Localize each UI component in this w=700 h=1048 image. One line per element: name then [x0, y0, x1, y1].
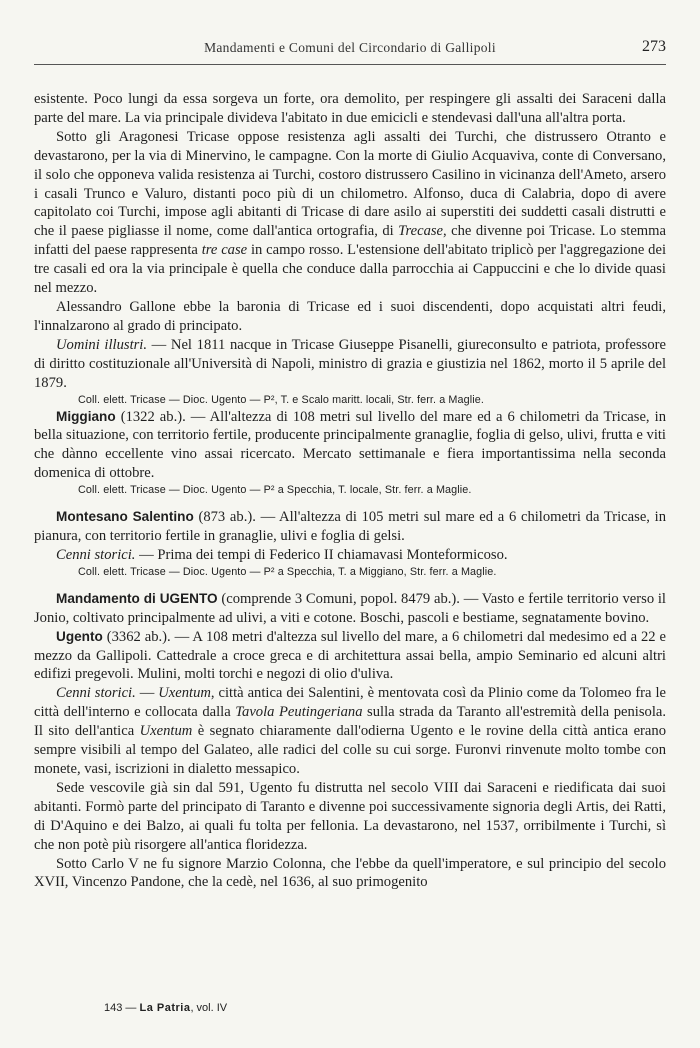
- paragraph-aragonesi: [34, 128, 666, 298]
- italic-tavola: Tavola Peutingeriana: [235, 704, 363, 721]
- text: , che divenne poi Tricase. Lo stemma infatti del paese rappresenta: [34, 223, 666, 259]
- entry-name: Montesano Salentino: [56, 509, 194, 525]
- entry-ugento: [34, 628, 666, 685]
- body-text: [34, 90, 666, 892]
- text: è segnato chiaramente dall'odierna Ugento e le rovine della città antica erano sempre visibili al tempo del Galateo, alle radici del colle su cui sorge. Furonvi rinvenute molto tombe con monete, vasi, iscrizioni in dialetto messapico.: [34, 723, 666, 777]
- italic-trecase: Trecase: [398, 223, 444, 240]
- note-miggiano: Coll. elett. Tricase — Dioc. Ugento — P² a Specchia, T. locale, Str. ferr. a Maglie.: [78, 484, 472, 497]
- page-header: [34, 32, 666, 65]
- paragraph-tricase-end: esistente. Poco lungi da essa sorgeva un forte, ora demolito, per respingere gli assalti dei Saraceni dalla parte del mare. La via principale divideva l'abitato in due emicicli e stendevasi dall'una all'altra porta.: [34, 91, 666, 126]
- paragraph-gallone: Alessandro Gallone ebbe la baronia di Tricase ed i suoi discendenti, dopo acquistati altri feudi, l'innalzarono al grado di principato.: [34, 298, 666, 334]
- text: , città antica dei Salentini, è mentovata così da Plinio come da Tolomeo fra le città dell'interno e collocata dalla: [34, 685, 666, 721]
- text: in campo rosso. L'estensione dell'abitato triplicò per l'aggregazione dei tre casali ed ora la via principale è quella che conduce dalla parrocchia ai Cappuccini e che lo divide quasi nel mezzo.: [34, 242, 666, 297]
- spacer: [34, 580, 666, 590]
- text: (873 ab.). — All'altezza di 105 metri sul mare ed a 6 chilometri da Tricase, in pianura, con territorio fertile in granaglie, ulivi e foglia di gelsi.: [34, 509, 666, 545]
- section-label: Uomini illustri.: [56, 336, 148, 353]
- italic-uxentum: Uxentum: [158, 685, 211, 702]
- text: (3362 ab.). — A 108 metri d'altezza sul livello del mare, a 6 chilometri dal medesimo ed a 22 e mezzo da Gallipoli. Cattedrale a croce greca e di architettura assai bella, ampio Seminario ed alcuni altri edifizi pregevoli. Mulini, molti torchi e negozi di olio d'uliva.: [34, 628, 666, 683]
- text: — Nel 1811 nacque in Tricase Giuseppe Pisanelli, giureconsulto e patriota, professore di diritto costituzionale all'Università di Napoli, ministro di grazia e giustizia nel 1862, morto il 5 aprile del 1879.: [34, 336, 666, 391]
- section-label: Cenni storici.: [56, 685, 136, 702]
- text: — Prima dei tempi di Federico II chiamavasi Monteformicoso.: [135, 546, 508, 563]
- note-montesano: Coll. elett. Tricase — Dioc. Ugento — P² a Specchia, T. a Miggiano, Str. ferr. a Maglie.: [78, 565, 497, 578]
- entry-miggiano: [34, 408, 666, 484]
- entry-mandamento-ugento: [34, 590, 666, 628]
- volume: , vol. IV: [190, 1002, 228, 1014]
- section-label: Cenni storici.: [56, 546, 136, 563]
- running-title: Mandamenti e Comuni del Circondario di Gallipoli: [204, 40, 496, 55]
- entry-name: Ugento: [56, 628, 103, 644]
- text: (comprende 3 Comuni, popol. 8479 ab.). — Vasto e fertile territorio verso il Jonio, coltivato principalmente ad ulivi, a viti e cotone. Boschi, pascoli e bestiame, segnatamente bovino.: [34, 590, 666, 626]
- entry-name: Miggiano: [56, 408, 116, 424]
- text: Sotto gli Aragonesi Tricase oppose resistenza agli assalti dei Turchi, che distrussero Otranto e devastarono, per la via di Minervino, le campagne. Con la morte di Giulio Acquaviva, conte di Conversano, il solo che opponeva valida resistenza ai Turchi, costoro distrussero Casilino in vicinanza dell'Ameto, arsero i casali Trunco e Valuro, distanti poco più di un chilometro. Alfonso, duca di Calabria, dopo di avere capitolato coi Turchi, impose agli abitanti di Tricase di dare asilo ai superstiti dei suddetti casali distrutti e che il paese pigliasse il nome, come dall'antica ortografia, di: [34, 128, 666, 240]
- publication-title: La Patria: [139, 1002, 191, 1014]
- paragraph-montesano-cenni: [34, 546, 666, 565]
- text: (1322 ab.). — All'altezza di 108 metri sul livello del mare ed a 6 chilometri da Tricase, in bella situazione, con territorio fertile, producente principalmente granaglie, foglia di gelso, ulivi, frutta e viti che dànno eccellente vino assai ricercato. Mercato settimanale e fiera importantissima nella seconda domenica di ottobre.: [34, 408, 666, 482]
- paragraph-ugento-cenni: [34, 684, 666, 779]
- entry-montesano: [34, 508, 666, 546]
- italic-tre-case: tre case: [201, 242, 248, 259]
- text: sulla strada da Taranto all'estremità della penisola. Il sito dell'antica: [34, 704, 666, 740]
- entry-name: Mandamento di UGENTO: [56, 590, 218, 606]
- page-number: 273: [642, 38, 666, 55]
- paragraph-uomini-illustri: [34, 336, 666, 393]
- page-footer: [104, 1002, 227, 1014]
- signature-mark: 143 —: [104, 1002, 140, 1014]
- note-tricase: Coll. elett. Tricase — Dioc. Ugento — P², T. e Scalo maritt. locali, Str. ferr. a Maglie.: [78, 393, 484, 406]
- italic-uxentum: Uxentum: [139, 723, 193, 740]
- paragraph-carlo-v: Sotto Carlo V ne fu signore Marzio Colonna, che l'ebbe da quell'imperatore, e sul principio del secolo XVII, Vincenzo Pandone, che la cedè, nel 1636, al suo primogenito: [34, 855, 666, 891]
- spacer: [34, 498, 666, 508]
- paragraph-sede-vescovile: Sede vescovile già sin dal 591, Ugento fu distrutta nel secolo VIII dai Saraceni e riedificata dai suoi abitanti. Formò parte del principato di Taranto e divenne poi successivamente signoria degli Artis, dei Ratti, di D'Aquino e dei Balzo, ai quali fu tolta per fellonia. La devastarono, nel 1537, orribilmente i Turchi, sì che non potè più risorgere all'antica floridezza.: [34, 779, 666, 853]
- text: —: [135, 685, 159, 702]
